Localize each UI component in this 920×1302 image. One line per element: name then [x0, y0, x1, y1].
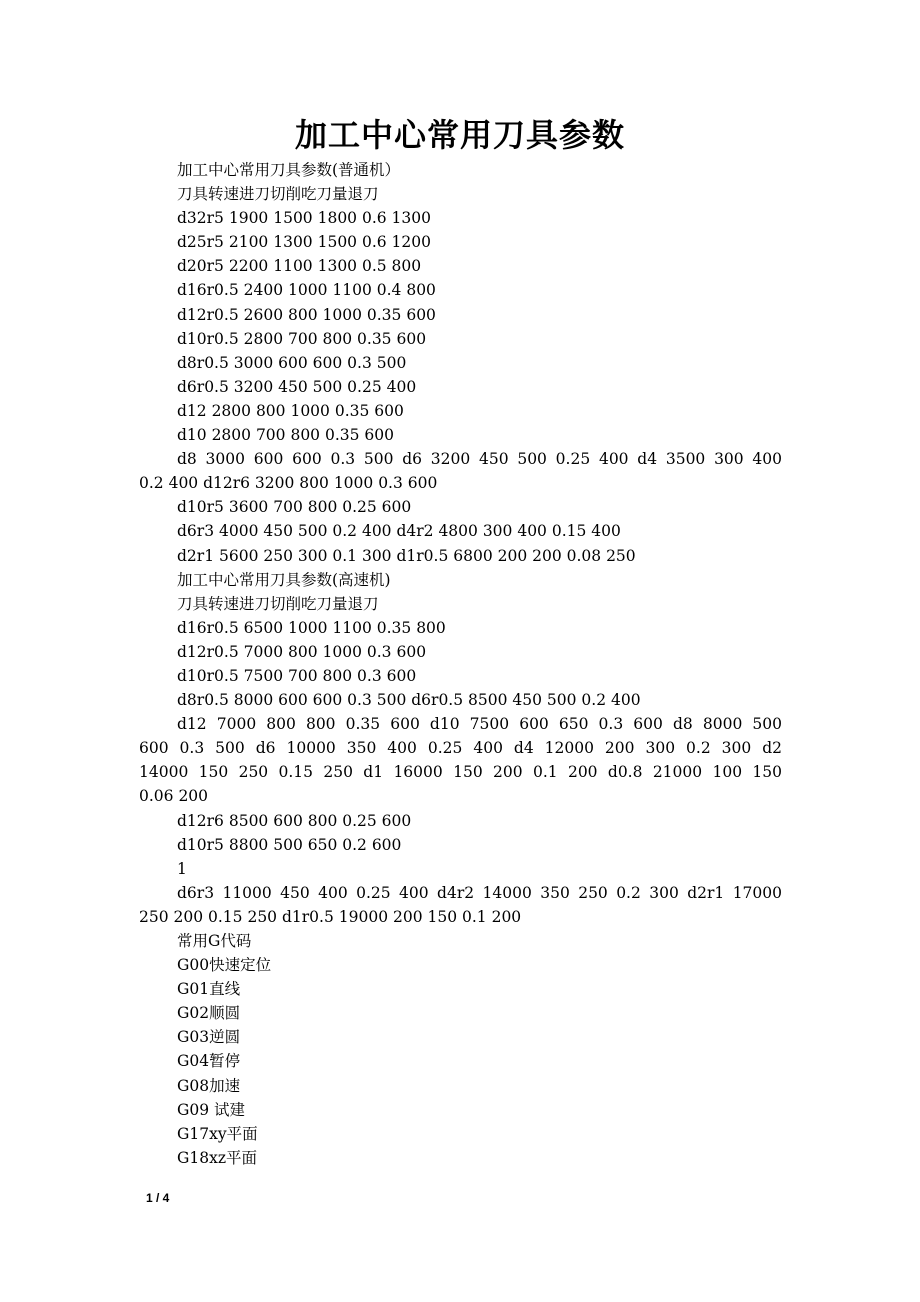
text-line: d8r0.5 3000 600 600 0.3 500: [177, 353, 407, 372]
text-line: G08加速: [177, 1076, 241, 1095]
text-line: d2r1 5600 250 300 0.1 300 d1r0.5 6800 200 200 0.08 250: [177, 546, 636, 565]
text-line: d20r5 2200 1100 1300 0.5 800: [177, 257, 422, 276]
document-body: [139, 158, 782, 1170]
text-line: 0.2 400 d12r6 3200 800 1000 0.3 600: [139, 474, 438, 493]
text-line: G02顺圆: [177, 1004, 241, 1023]
page-number: 1 / 4: [146, 1191, 170, 1205]
text-line: G00快速定位: [177, 956, 272, 975]
text-line: 0.06 200: [139, 787, 209, 806]
text-line: G09 试建: [177, 1100, 246, 1119]
text-line: 250 200 0.15 250 d1r0.5 19000 200 150 0.1 200: [139, 907, 522, 926]
text-line: d10r0.5 7500 700 800 0.3 600: [177, 666, 417, 685]
text-line: d10r5 3600 700 800 0.25 600: [177, 498, 412, 517]
text-line: d16r0.5 2400 1000 1100 0.4 800: [177, 281, 436, 300]
text-line: d8r0.5 8000 600 600 0.3 500 d6r0.5 8500 450 500 0.2 400: [177, 691, 641, 710]
text-line: 常用G代码: [177, 932, 252, 950]
text-line: d12r0.5 2600 800 1000 0.35 600: [177, 305, 436, 324]
text-line: d10r5 8800 500 650 0.2 600: [177, 835, 402, 854]
text-line: d12r6 8500 600 800 0.25 600: [177, 811, 412, 830]
text-line: d10r0.5 2800 700 800 0.35 600: [177, 329, 427, 348]
text-line: d12 7000 800 800 0.35 600 d10 7500 600 650 0.3 600 d8 8000 500: [177, 715, 782, 734]
text-line: G17xy平面: [177, 1124, 258, 1143]
text-line: d10 2800 700 800 0.35 600: [177, 426, 394, 445]
text-line: G01直线: [177, 980, 241, 999]
text-line: 600 0.3 500 d6 10000 350 400 0.25 400 d4 12000 200 300 0.2 300 d2: [139, 739, 782, 758]
text-line: d25r5 2100 1300 1500 0.6 1200: [177, 233, 431, 252]
document-title: 加工中心常用刀具参数: [294, 116, 625, 154]
text-line: d12r0.5 7000 800 1000 0.3 600: [177, 642, 427, 661]
text-line: 加工中心常用刀具参数(普通机）: [177, 161, 401, 179]
text-line: d16r0.5 6500 1000 1100 0.35 800: [177, 618, 446, 637]
text-line: d6r3 4000 450 500 0.2 400 d4r2 4800 300 400 0.15 400: [177, 522, 621, 541]
text-line: d6r0.5 3200 450 500 0.25 400: [177, 377, 417, 396]
text-line: 1: [177, 859, 187, 878]
text-line: 刀具转速进刀切削吃刀量退刀: [177, 185, 379, 204]
text-line: 14000 150 250 0.15 250 d1 16000 150 200 0.1 200 d0.8 21000 100 150: [139, 763, 782, 782]
text-line: d6r3 11000 450 400 0.25 400 d4r2 14000 350 250 0.2 300 d2r1 17000: [177, 883, 782, 902]
text-line: G04暂停: [177, 1052, 241, 1071]
text-line: G18xz平面: [177, 1148, 258, 1167]
text-line: G03逆圆: [177, 1028, 241, 1047]
text-line: d12 2800 800 1000 0.35 600: [177, 401, 404, 420]
text-line: 加工中心常用刀具参数(高速机): [177, 570, 391, 589]
text-line: d32r5 1900 1500 1800 0.6 1300: [177, 209, 431, 228]
text-line: 刀具转速进刀切削吃刀量退刀: [177, 594, 379, 613]
text-line: d8 3000 600 600 0.3 500 d6 3200 450 500 0.25 400 d4 3500 300 400: [177, 450, 782, 469]
